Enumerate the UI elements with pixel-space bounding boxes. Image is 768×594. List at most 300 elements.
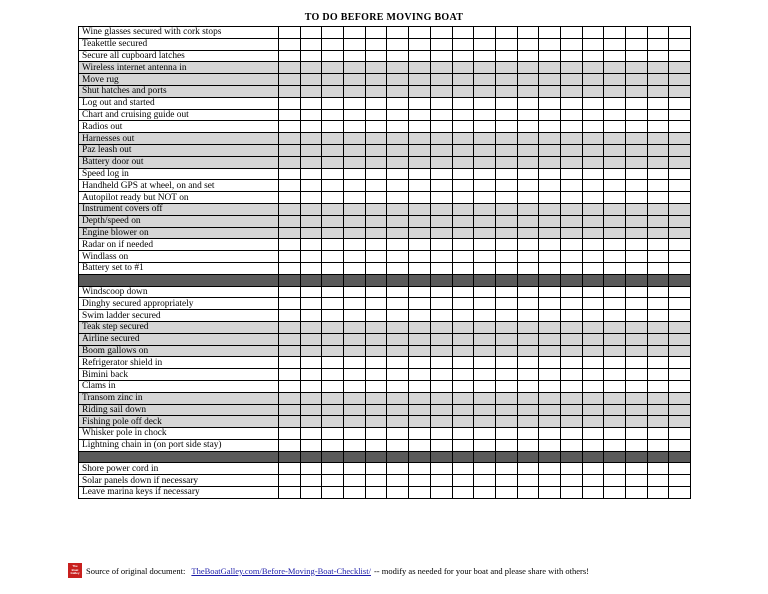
check-box-cell[interactable] [409,487,431,499]
check-box-cell[interactable] [539,310,561,322]
check-box-cell[interactable] [387,487,409,499]
check-box-cell[interactable] [517,369,539,381]
check-box-cell[interactable] [495,298,517,310]
check-box-cell[interactable] [647,310,669,322]
check-box-cell[interactable] [495,404,517,416]
check-box-cell[interactable] [409,369,431,381]
check-box-cell[interactable] [669,310,691,322]
check-box-cell[interactable] [322,439,344,451]
check-box-cell[interactable] [365,144,387,156]
check-box-cell[interactable] [322,357,344,369]
check-box-cell[interactable] [495,215,517,227]
check-box-cell[interactable] [409,286,431,298]
check-box-cell[interactable] [669,85,691,97]
check-box-cell[interactable] [279,215,301,227]
check-box-cell[interactable] [452,487,474,499]
check-box-cell[interactable] [560,404,582,416]
check-box-cell[interactable] [409,439,431,451]
check-box-cell[interactable] [300,156,322,168]
check-box-cell[interactable] [560,156,582,168]
check-box-cell[interactable] [517,310,539,322]
check-box-cell[interactable] [582,321,604,333]
check-box-cell[interactable] [279,180,301,192]
check-box-cell[interactable] [669,439,691,451]
check-box-cell[interactable] [344,156,366,168]
check-box-cell[interactable] [300,38,322,50]
check-box-cell[interactable] [626,392,648,404]
check-box-cell[interactable] [365,227,387,239]
check-box-cell[interactable] [430,121,452,133]
check-box-cell[interactable] [452,286,474,298]
check-box-cell[interactable] [539,97,561,109]
check-box-cell[interactable] [582,85,604,97]
check-box-cell[interactable] [560,416,582,428]
check-box-cell[interactable] [495,357,517,369]
check-box-cell[interactable] [539,109,561,121]
check-box-cell[interactable] [387,50,409,62]
check-box-cell[interactable] [387,239,409,251]
check-box-cell[interactable] [582,345,604,357]
check-box-cell[interactable] [495,262,517,274]
check-box-cell[interactable] [300,180,322,192]
check-box-cell[interactable] [387,251,409,263]
check-box-cell[interactable] [409,262,431,274]
check-box-cell[interactable] [539,74,561,86]
check-box-cell[interactable] [560,428,582,440]
check-box-cell[interactable] [669,416,691,428]
check-box-cell[interactable] [344,192,366,204]
check-box-cell[interactable] [279,357,301,369]
check-box-cell[interactable] [409,156,431,168]
check-box-cell[interactable] [409,239,431,251]
check-box-cell[interactable] [474,27,496,39]
check-box-cell[interactable] [387,475,409,487]
check-box-cell[interactable] [300,487,322,499]
check-box-cell[interactable] [495,50,517,62]
check-box-cell[interactable] [669,133,691,145]
check-box-cell[interactable] [322,463,344,475]
check-box-cell[interactable] [387,380,409,392]
check-box-cell[interactable] [300,345,322,357]
check-box-cell[interactable] [365,38,387,50]
check-box-cell[interactable] [495,369,517,381]
check-box-cell[interactable] [409,215,431,227]
check-box-cell[interactable] [365,215,387,227]
check-box-cell[interactable] [560,345,582,357]
check-box-cell[interactable] [495,156,517,168]
check-box-cell[interactable] [474,62,496,74]
check-box-cell[interactable] [300,404,322,416]
check-box-cell[interactable] [365,475,387,487]
check-box-cell[interactable] [669,380,691,392]
check-box-cell[interactable] [300,475,322,487]
check-box-cell[interactable] [365,133,387,145]
check-box-cell[interactable] [669,392,691,404]
check-box-cell[interactable] [409,416,431,428]
check-box-cell[interactable] [409,62,431,74]
check-box-cell[interactable] [582,262,604,274]
check-box-cell[interactable] [517,286,539,298]
check-box-cell[interactable] [365,50,387,62]
check-box-cell[interactable] [300,227,322,239]
check-box-cell[interactable] [430,133,452,145]
check-box-cell[interactable] [517,298,539,310]
check-box-cell[interactable] [539,369,561,381]
check-box-cell[interactable] [344,380,366,392]
check-box-cell[interactable] [300,251,322,263]
check-box-cell[interactable] [344,50,366,62]
check-box-cell[interactable] [365,97,387,109]
check-box-cell[interactable] [626,369,648,381]
check-box-cell[interactable] [344,310,366,322]
check-box-cell[interactable] [322,227,344,239]
check-box-cell[interactable] [452,262,474,274]
check-box-cell[interactable] [387,321,409,333]
check-box-cell[interactable] [495,85,517,97]
check-box-cell[interactable] [409,333,431,345]
check-box-cell[interactable] [604,251,626,263]
check-box-cell[interactable] [669,74,691,86]
check-box-cell[interactable] [626,475,648,487]
check-box-cell[interactable] [669,180,691,192]
check-box-cell[interactable] [452,380,474,392]
check-box-cell[interactable] [626,345,648,357]
check-box-cell[interactable] [430,428,452,440]
check-box-cell[interactable] [669,144,691,156]
check-box-cell[interactable] [669,298,691,310]
check-box-cell[interactable] [474,97,496,109]
check-box-cell[interactable] [647,85,669,97]
check-box-cell[interactable] [409,74,431,86]
check-box-cell[interactable] [409,380,431,392]
check-box-cell[interactable] [474,133,496,145]
check-box-cell[interactable] [495,227,517,239]
check-box-cell[interactable] [344,487,366,499]
check-box-cell[interactable] [626,215,648,227]
check-box-cell[interactable] [474,251,496,263]
check-box-cell[interactable] [539,27,561,39]
check-box-cell[interactable] [539,203,561,215]
check-box-cell[interactable] [322,380,344,392]
check-box-cell[interactable] [582,333,604,345]
check-box-cell[interactable] [344,38,366,50]
check-box-cell[interactable] [344,180,366,192]
check-box-cell[interactable] [365,85,387,97]
check-box-cell[interactable] [539,404,561,416]
check-box-cell[interactable] [474,463,496,475]
check-box-cell[interactable] [365,168,387,180]
check-box-cell[interactable] [322,168,344,180]
check-box-cell[interactable] [582,404,604,416]
check-box-cell[interactable] [647,487,669,499]
check-box-cell[interactable] [322,203,344,215]
check-box-cell[interactable] [322,144,344,156]
check-box-cell[interactable] [560,333,582,345]
check-box-cell[interactable] [409,133,431,145]
check-box-cell[interactable] [604,369,626,381]
check-box-cell[interactable] [430,85,452,97]
check-box-cell[interactable] [669,286,691,298]
check-box-cell[interactable] [365,321,387,333]
check-box-cell[interactable] [539,38,561,50]
check-box-cell[interactable] [517,487,539,499]
check-box-cell[interactable] [365,333,387,345]
check-box-cell[interactable] [582,50,604,62]
check-box-cell[interactable] [647,369,669,381]
check-box-cell[interactable] [279,85,301,97]
check-box-cell[interactable] [626,38,648,50]
check-box-cell[interactable] [495,333,517,345]
check-box-cell[interactable] [322,85,344,97]
check-box-cell[interactable] [517,227,539,239]
check-box-cell[interactable] [626,203,648,215]
check-box-cell[interactable] [647,380,669,392]
check-box-cell[interactable] [560,168,582,180]
check-box-cell[interactable] [582,27,604,39]
check-box-cell[interactable] [495,380,517,392]
check-box-cell[interactable] [539,62,561,74]
check-box-cell[interactable] [647,38,669,50]
check-box-cell[interactable] [517,192,539,204]
check-box-cell[interactable] [322,321,344,333]
check-box-cell[interactable] [604,404,626,416]
check-box-cell[interactable] [279,428,301,440]
check-box-cell[interactable] [430,144,452,156]
check-box-cell[interactable] [365,27,387,39]
check-box-cell[interactable] [604,227,626,239]
check-box-cell[interactable] [279,227,301,239]
check-box-cell[interactable] [517,133,539,145]
check-box-cell[interactable] [604,144,626,156]
check-box-cell[interactable] [300,357,322,369]
check-box-cell[interactable] [669,487,691,499]
check-box-cell[interactable] [387,121,409,133]
check-box-cell[interactable] [539,475,561,487]
check-box-cell[interactable] [279,310,301,322]
check-box-cell[interactable] [517,121,539,133]
check-box-cell[interactable] [582,203,604,215]
check-box-cell[interactable] [365,239,387,251]
check-box-cell[interactable] [560,251,582,263]
check-box-cell[interactable] [604,428,626,440]
check-box-cell[interactable] [344,369,366,381]
check-box-cell[interactable] [517,404,539,416]
check-box-cell[interactable] [517,357,539,369]
check-box-cell[interactable] [647,156,669,168]
check-box-cell[interactable] [322,156,344,168]
check-box-cell[interactable] [279,439,301,451]
check-box-cell[interactable] [452,439,474,451]
check-box-cell[interactable] [322,487,344,499]
check-box-cell[interactable] [365,428,387,440]
check-box-cell[interactable] [604,392,626,404]
check-box-cell[interactable] [626,109,648,121]
check-box-cell[interactable] [517,168,539,180]
check-box-cell[interactable] [387,203,409,215]
check-box-cell[interactable] [452,404,474,416]
check-box-cell[interactable] [495,38,517,50]
check-box-cell[interactable] [647,392,669,404]
check-box-cell[interactable] [344,97,366,109]
check-box-cell[interactable] [409,463,431,475]
check-box-cell[interactable] [582,416,604,428]
check-box-cell[interactable] [322,74,344,86]
check-box-cell[interactable] [279,50,301,62]
check-box-cell[interactable] [539,416,561,428]
check-box-cell[interactable] [669,463,691,475]
check-box-cell[interactable] [430,463,452,475]
check-box-cell[interactable] [517,333,539,345]
check-box-cell[interactable] [452,239,474,251]
check-box-cell[interactable] [452,97,474,109]
check-box-cell[interactable] [647,74,669,86]
check-box-cell[interactable] [539,121,561,133]
check-box-cell[interactable] [669,404,691,416]
check-box-cell[interactable] [626,298,648,310]
check-box-cell[interactable] [604,121,626,133]
check-box-cell[interactable] [365,74,387,86]
check-box-cell[interactable] [604,168,626,180]
check-box-cell[interactable] [279,38,301,50]
check-box-cell[interactable] [560,133,582,145]
check-box-cell[interactable] [560,85,582,97]
check-box-cell[interactable] [626,133,648,145]
check-box-cell[interactable] [626,85,648,97]
check-box-cell[interactable] [387,262,409,274]
check-box-cell[interactable] [539,345,561,357]
check-box-cell[interactable] [604,133,626,145]
check-box-cell[interactable] [452,38,474,50]
check-box-cell[interactable] [669,369,691,381]
check-box-cell[interactable] [560,192,582,204]
check-box-cell[interactable] [430,203,452,215]
check-box-cell[interactable] [517,416,539,428]
check-box-cell[interactable] [430,62,452,74]
check-box-cell[interactable] [626,286,648,298]
check-box-cell[interactable] [344,133,366,145]
check-box-cell[interactable] [430,369,452,381]
check-box-cell[interactable] [279,286,301,298]
check-box-cell[interactable] [430,392,452,404]
check-box-cell[interactable] [647,239,669,251]
check-box-cell[interactable] [604,74,626,86]
check-box-cell[interactable] [495,475,517,487]
check-box-cell[interactable] [387,416,409,428]
check-box-cell[interactable] [495,74,517,86]
check-box-cell[interactable] [495,416,517,428]
check-box-cell[interactable] [322,345,344,357]
check-box-cell[interactable] [669,203,691,215]
check-box-cell[interactable] [365,251,387,263]
check-box-cell[interactable] [387,215,409,227]
check-box-cell[interactable] [582,144,604,156]
check-box-cell[interactable] [582,286,604,298]
check-box-cell[interactable] [626,262,648,274]
check-box-cell[interactable] [517,439,539,451]
check-box-cell[interactable] [300,121,322,133]
check-box-cell[interactable] [409,404,431,416]
check-box-cell[interactable] [539,487,561,499]
check-box-cell[interactable] [452,357,474,369]
check-box-cell[interactable] [669,38,691,50]
check-box-cell[interactable] [626,357,648,369]
check-box-cell[interactable] [430,239,452,251]
check-box-cell[interactable] [495,310,517,322]
check-box-cell[interactable] [539,463,561,475]
check-box-cell[interactable] [539,50,561,62]
check-box-cell[interactable] [322,133,344,145]
check-box-cell[interactable] [452,74,474,86]
check-box-cell[interactable] [344,357,366,369]
check-box-cell[interactable] [647,428,669,440]
check-box-cell[interactable] [669,50,691,62]
check-box-cell[interactable] [300,133,322,145]
check-box-cell[interactable] [604,463,626,475]
check-box-cell[interactable] [474,369,496,381]
check-box-cell[interactable] [647,333,669,345]
check-box-cell[interactable] [582,156,604,168]
check-box-cell[interactable] [452,416,474,428]
check-box-cell[interactable] [626,380,648,392]
check-box-cell[interactable] [300,97,322,109]
check-box-cell[interactable] [604,27,626,39]
check-box-cell[interactable] [626,74,648,86]
check-box-cell[interactable] [430,404,452,416]
check-box-cell[interactable] [539,392,561,404]
check-box-cell[interactable] [517,97,539,109]
check-box-cell[interactable] [604,192,626,204]
check-box-cell[interactable] [474,333,496,345]
check-box-cell[interactable] [495,239,517,251]
check-box-cell[interactable] [300,192,322,204]
check-box-cell[interactable] [474,239,496,251]
check-box-cell[interactable] [452,251,474,263]
check-box-cell[interactable] [604,109,626,121]
check-box-cell[interactable] [539,227,561,239]
check-box-cell[interactable] [430,487,452,499]
check-box-cell[interactable] [604,286,626,298]
check-box-cell[interactable] [604,298,626,310]
check-box-cell[interactable] [626,333,648,345]
check-box-cell[interactable] [322,192,344,204]
check-box-cell[interactable] [365,262,387,274]
check-box-cell[interactable] [387,156,409,168]
check-box-cell[interactable] [387,357,409,369]
check-box-cell[interactable] [279,109,301,121]
check-box-cell[interactable] [582,215,604,227]
check-box-cell[interactable] [430,475,452,487]
check-box-cell[interactable] [517,85,539,97]
check-box-cell[interactable] [387,62,409,74]
check-box-cell[interactable] [626,227,648,239]
check-box-cell[interactable] [344,321,366,333]
check-box-cell[interactable] [495,62,517,74]
check-box-cell[interactable] [279,97,301,109]
check-box-cell[interactable] [300,168,322,180]
check-box-cell[interactable] [387,168,409,180]
check-box-cell[interactable] [495,321,517,333]
check-box-cell[interactable] [474,428,496,440]
check-box-cell[interactable] [495,251,517,263]
check-box-cell[interactable] [387,144,409,156]
source-link[interactable]: TheBoatGalley.com/Before-Moving-Boat-Checklist/ [191,565,371,576]
check-box-cell[interactable] [279,404,301,416]
check-box-cell[interactable] [279,416,301,428]
check-box-cell[interactable] [430,50,452,62]
check-box-cell[interactable] [344,239,366,251]
check-box-cell[interactable] [344,121,366,133]
check-box-cell[interactable] [279,333,301,345]
